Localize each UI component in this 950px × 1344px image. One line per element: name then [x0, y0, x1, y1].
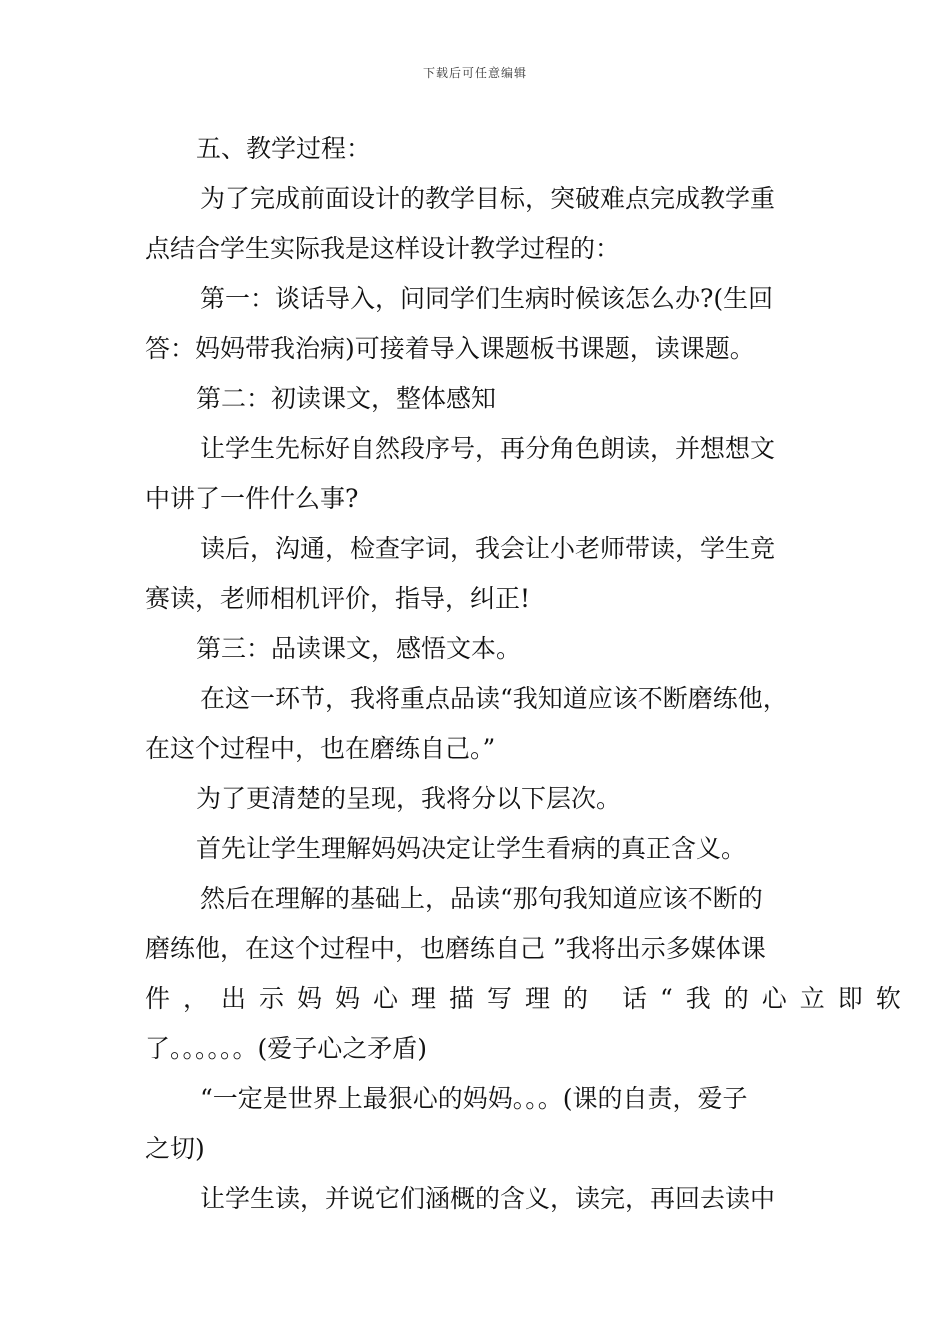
paragraph-line: 在这个过程中，也在磨练自己。”	[145, 734, 496, 763]
section-heading: 五、教学过程：	[196, 134, 372, 163]
paragraph-line: 读后，沟通，检查字词，我会让小老师带读，学生竞	[200, 534, 776, 563]
paragraph-line: 赛读，老师相机评价，指导，纠正!	[145, 584, 531, 613]
paragraph-line: 了。。。。。。(爱子心之矛盾)	[145, 1034, 428, 1063]
paragraph-line: 答：妈妈带我治病)可接着导入课题板书课题，读课题。	[145, 334, 755, 363]
paragraph-line: 为了完成前面设计的教学目标，突破难点完成教学重	[200, 184, 776, 213]
paragraph-line: 为了更清楚的呈现，我将分以下层次。	[196, 784, 622, 813]
paragraph-line: 然后在理解的基础上，品读“那句我知道应该不断的	[200, 884, 763, 913]
subheading-line: 第三：品读课文，感悟文本。	[196, 634, 522, 663]
paragraph-line: 让学生先标好自然段序号，再分角色朗读，并想想文	[200, 434, 776, 463]
paragraph-line: 中讲了一件什么事?	[145, 484, 359, 513]
paragraph-line: 件，出示妈妈心理描写理的 话“我的心立即软	[145, 984, 914, 1013]
paragraph-line: 在这一环节，我将重点品读“我知道应该不断磨练他，	[200, 684, 788, 713]
paragraph-line: 第一：谈话导入，问同学们生病时候该怎么办?(生回	[200, 284, 774, 313]
page-header: 下载后可任意编辑	[422, 66, 527, 80]
paragraph-line: 首先让学生理解妈妈决定让学生看病的真正含义。	[196, 834, 747, 863]
paragraph-line: 之切)	[145, 1134, 205, 1163]
paragraph-line: 磨练他，在这个过程中，也磨练自己 ”我将出示多媒体课	[145, 934, 766, 963]
paragraph-line: “一定是世界上最狠心的妈妈。。。(课的自责，爱子	[200, 1084, 748, 1113]
document-body	[145, 124, 914, 1224]
paragraph-line: 点结合学生实际我是这样设计教学过程的：	[145, 234, 621, 263]
subheading-line: 第二：初读课文，整体感知	[196, 384, 497, 413]
paragraph-line: 让学生读，并说它们涵概的含义，读完，再回去读中	[200, 1184, 776, 1213]
